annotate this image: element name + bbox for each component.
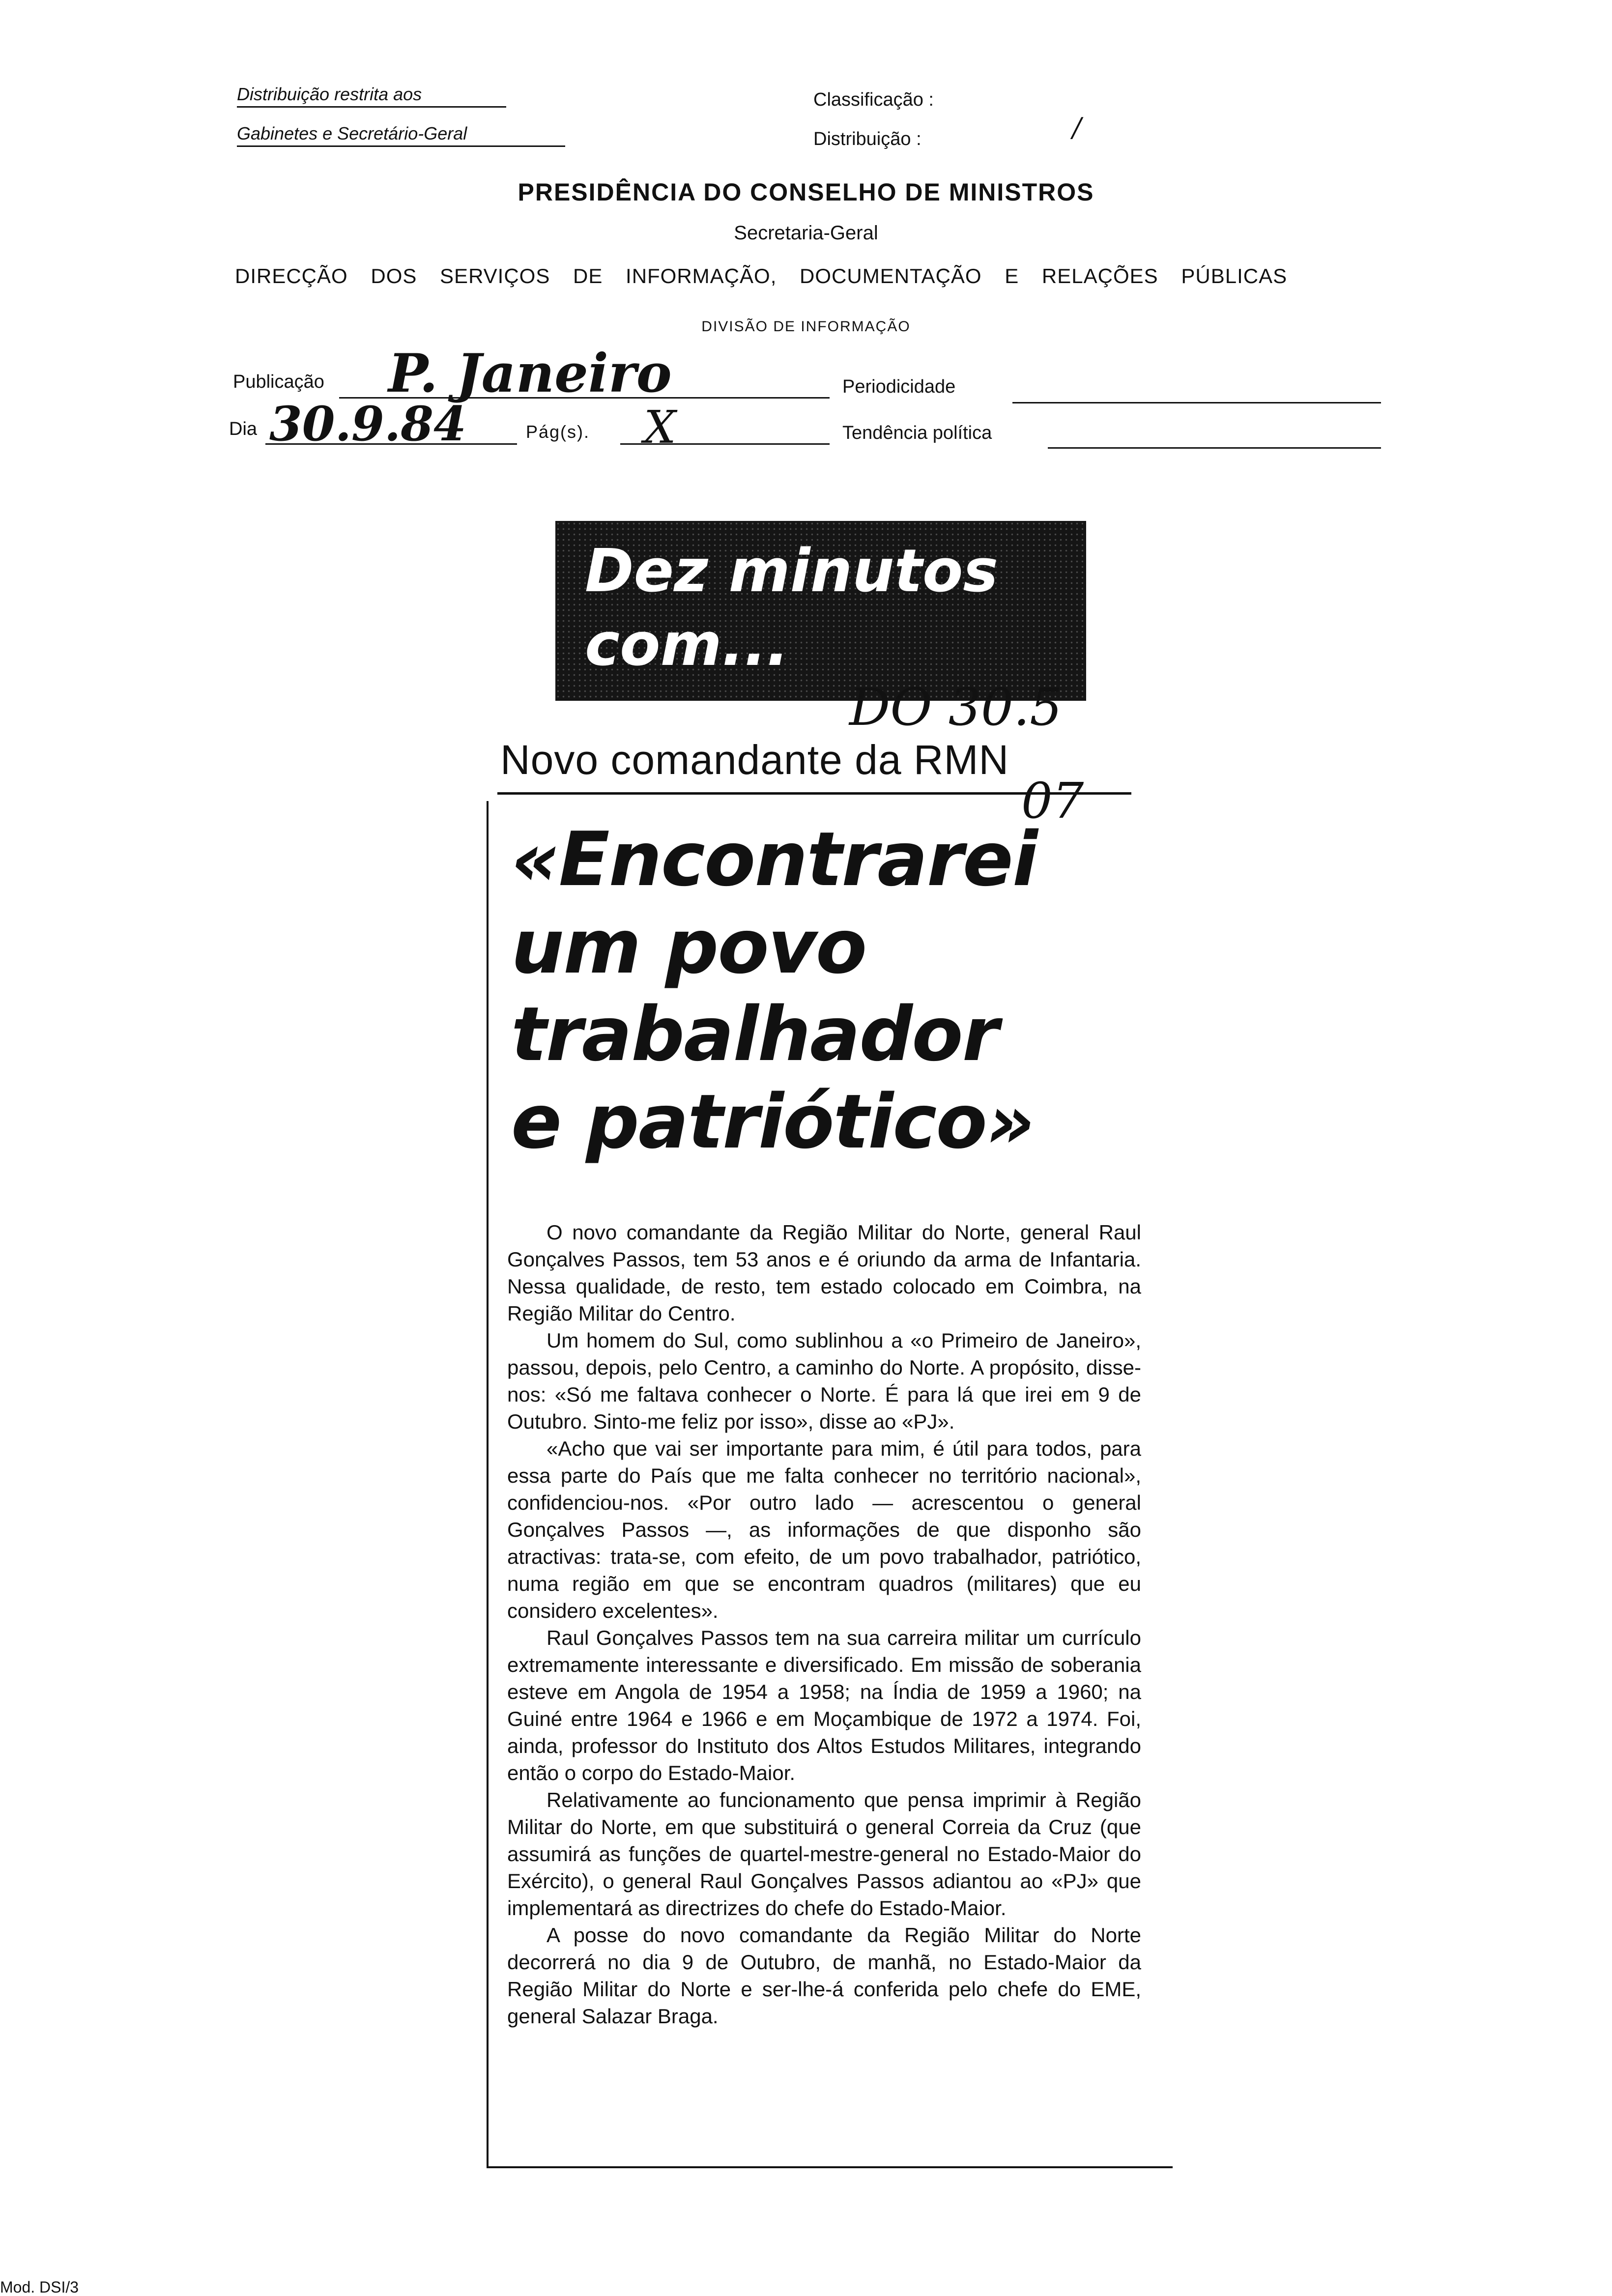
periodicity-label: Periodicidade xyxy=(842,376,956,397)
headline-line-2: um povo xyxy=(511,903,866,990)
political-tendency-label: Tendência política xyxy=(842,423,992,443)
day-label: Dia xyxy=(229,419,258,439)
org-title: PRESIDÊNCIA DO CONSELHO DE MINISTROS xyxy=(518,178,1094,206)
headline-line-4: e patriótico» xyxy=(511,1078,1034,1165)
publication-value: P. Janeiro xyxy=(388,343,672,404)
handwritten-reference: DO 30.5 xyxy=(849,677,1063,737)
headline-line-1: «Encontrarei xyxy=(511,816,1037,903)
clipping-bottom-rule xyxy=(487,2166,1173,2168)
political-tendency-field-line xyxy=(1048,447,1381,449)
publication-label: Publicação xyxy=(233,372,324,392)
day-value: 30.9.84 xyxy=(269,396,466,452)
distribution-mark: / xyxy=(1072,112,1082,143)
headline-line-3: trabalhador xyxy=(511,991,998,1078)
article-paragraph: O novo comandante da Região Militar do Norte, general Raul Gonçalves Passos, tem 53 anos e é oriundo da arma de Infantaria. Nessa qualidade, de resto, tem estado colocado em Coimbra, na Região Militar do Centro. xyxy=(507,1221,1141,1325)
pages-label: Pág(s). xyxy=(526,422,590,442)
directorate: DIRECÇÃO DOS SERVIÇOS DE INFORMAÇÃO, DOCUMENTAÇÃO E RELAÇÕES PÚBLICAS xyxy=(235,264,1288,287)
article-paragraph: Raul Gonçalves Passos tem na sua carreira militar um currículo extremamente interessante e diversificado. Em missão de soberania esteve em Angola de 1954 a 1958; na Índia de 1959 a 1960; na Guiné entre 1964 e 1966 e em Moçambique de 1972 a 1974. Foi, ainda, professor do Instituto dos Altos Estudos Militares, integrando então o corpo do Estado-Maior. xyxy=(507,1626,1141,1784)
article-body xyxy=(507,1219,1141,2030)
article-paragraph: «Acho que vai ser importante para mim, é útil para todos, para essa parte do País que me falta conhecer no território nacional», confidenciou-nos. «Por outro lado — acrescentou o general Gonçalves Passos —, as informações de que disponho são atractivas: trata-se, com efeito, de um povo trabalhador, patriótico, numa região em que se encontram quadros (militares) que eu considero excelentes». xyxy=(507,1437,1141,1622)
kicker-text: Dez minutos com... xyxy=(585,537,998,679)
periodicity-field-line xyxy=(1012,402,1381,403)
pages-value: X xyxy=(644,401,676,454)
form-code: Mod. DSI/3 xyxy=(0,2278,79,2296)
article-paragraph: A posse do novo comandante da Região Militar do Norte decorrerá no dia 9 de Outubro, de manhã, no Estado-Maior da Região Militar do Norte e ser-lhe-á conferida pelo chefe do EME, general Salazar Braga. xyxy=(507,1923,1141,2028)
distribution-label: Distribuição : xyxy=(813,129,921,149)
division: DIVISÃO DE INFORMAÇÃO xyxy=(701,318,911,335)
clipping-column-rule xyxy=(487,801,489,2167)
article-paragraph: Relativamente ao funcionamento que pensa imprimir à Região Militar do Norte, em que substituirá o general Correia da Cruz (que assumirá as funções de quartel-mestre-general no Estado-Maior do Exército), o general Raul Gonçalves Passos adiantou ao «PJ» que implementará as directrizes do chefe do Estado-Maior. xyxy=(507,1788,1141,1920)
org-subtitle: Secretaria-Geral xyxy=(734,222,878,244)
classification-label: Classificação : xyxy=(813,89,934,110)
headline xyxy=(511,816,1150,1166)
kicker-box xyxy=(555,521,1086,701)
handwritten-note: 07 xyxy=(1021,772,1084,830)
deck-title: Novo comandante da RMN xyxy=(500,737,1009,783)
restricted-distribution-line1: Distribuição restrita aos xyxy=(237,83,506,108)
article-paragraph: Um homem do Sul, como sublinhou a «o Primeiro de Janeiro», passou, depois, pelo Centro, a caminho do Norte. A propósito, disse-nos: «Só me faltava conhecer o Norte. É para lá que irei em 9 de Outubro. Sinto-me feliz por isso», disse ao «PJ». xyxy=(507,1329,1141,1433)
restricted-distribution-line2: Gabinetes e Secretário-Geral xyxy=(237,122,565,147)
